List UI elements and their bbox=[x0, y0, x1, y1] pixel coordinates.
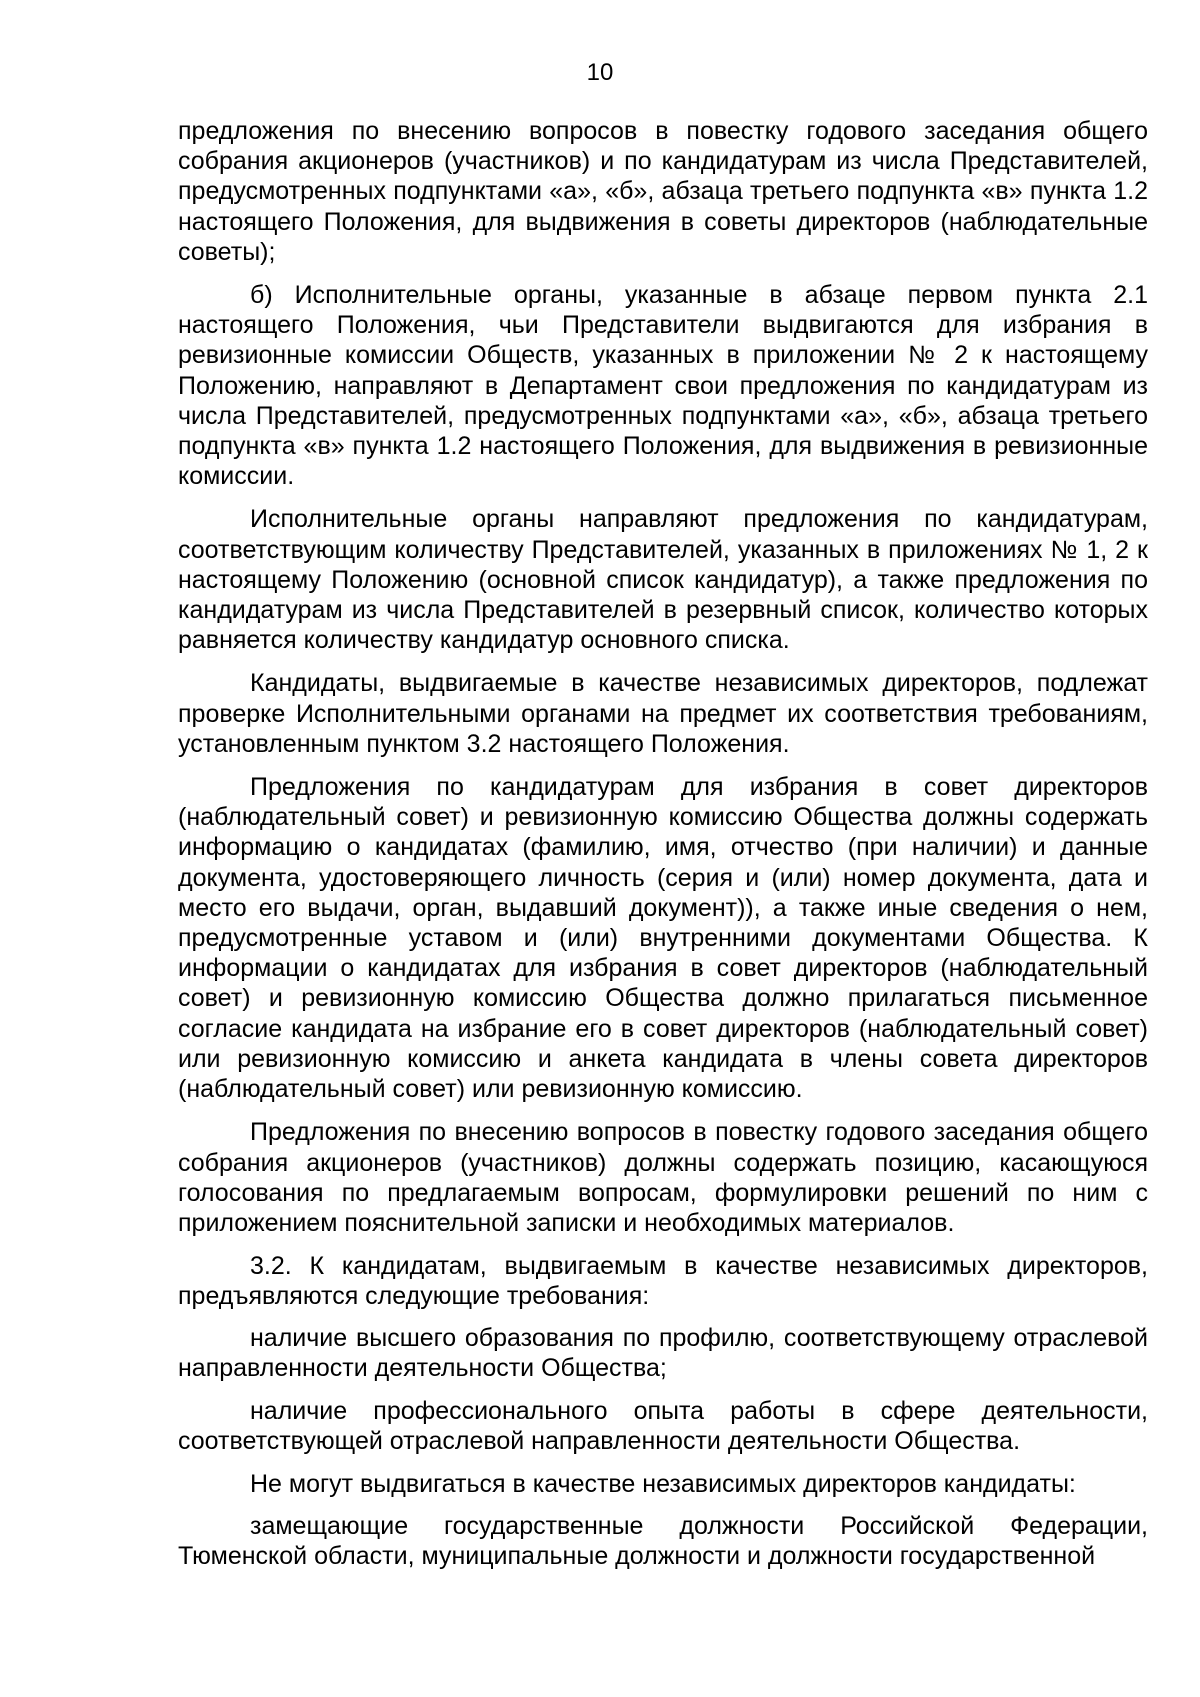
paragraph-proposal-contents: Предложения по кандидатурам для избрания в совет директоров (наблюдательный совет) и ревизионную комиссию Общества должны содержать информацию о кандидатах (фамилию, имя, отчество (при наличии) и данные документа, удостоверяющего личность (серия и (или) номер документа, дата и место его выдачи, орган, выдавший документ)), а также иные сведения о нем, предусмотренные уставом и (или) внутренними документами Общества. К информации о кандидатах для избрания в совет директоров (наблюдательный совет) и ревизионную комиссию Общества должно прилагаться письменное согласие кандидата на избрание его в совет директоров (наблюдательный совет) или ревизионную комиссию и анкета кандидата в члены совета директоров (наблюдательный совет) или ревизионную комиссию. bbox=[178, 773, 1148, 1104]
page-number: 10 bbox=[586, 59, 614, 86]
paragraph-agenda-proposals: Предложения по внесению вопросов в повестку годового заседания общего собрания акционеров (участников) должны содержать позицию, касающуюся голосования по предлагаемым вопросам, формулировки решений по ним с приложением пояснительной записки и необходимых материалов. bbox=[178, 1118, 1148, 1237]
paragraph-requirement-education: наличие высшего образования по профилю, соответствующему отраслевой направленности деятельности Общества; bbox=[178, 1323, 1148, 1382]
paragraph-continuation: предложения по внесению вопросов в повестку годового заседания общего собрания акционеров (участников) и по кандидатурам из числа Представителей, предусмотренных подпунктами «а», «б», абзаца третьего подпункта «в» пункта 1.2 настоящего Положения, для выдвижения в советы директоров (наблюдательные советы); bbox=[178, 117, 1148, 266]
paragraph-item-b: б) Исполнительные органы, указанные в абзаце первом пункта 2.1 настоящего Положения, чьи Представители выдвигаются для избрания в ревизионные комиссии Обществ, указанных в приложении № 2 к настоящему Положению, направляют в Департамент свои предложения по кандидатурам из числа Представителей, предусмотренных подпунктами «а», «б», абзаца третьего подпункта «в» пункта 1.2 настоящего Положения, для выдвижения в ревизионные комиссии. bbox=[178, 281, 1148, 491]
document-body bbox=[178, 116, 1148, 1584]
paragraph-exclusions-intro: Не могут выдвигаться в качестве независимых директоров кандидаты: bbox=[250, 1470, 1076, 1499]
paragraph-candidate-lists: Исполнительные органы направляют предложения по кандидатурам, соответствующим количеству Представителей, указанных в приложениях № 1, 2 к настоящему Положению (основной список кандидатур), а также предложения по кандидатурам из числа Представителей в резервный список, количество которых равняется количеству кандидатур основного списка. bbox=[178, 505, 1148, 655]
paragraph-requirement-experience: наличие профессионального опыта работы в сфере деятельности, соответствующей отраслевой направленности деятельности Общества. bbox=[178, 1396, 1148, 1456]
paragraph-exclusion-officials: замещающие государственные должности Российской Федерации, Тюменской области, муниципальные должности и должности государственной bbox=[178, 1511, 1148, 1570]
paragraph-section-3-2: 3.2. К кандидатам, выдвигаемым в качестве независимых директоров, предъявляются следующие требования: bbox=[178, 1252, 1148, 1311]
paragraph-independent-check: Кандидаты, выдвигаемые в качестве независимых директоров, подлежат проверке Исполнительными органами на предмет их соответствия требованиям, установленным пунктом 3.2 настоящего Положения. bbox=[178, 669, 1148, 758]
